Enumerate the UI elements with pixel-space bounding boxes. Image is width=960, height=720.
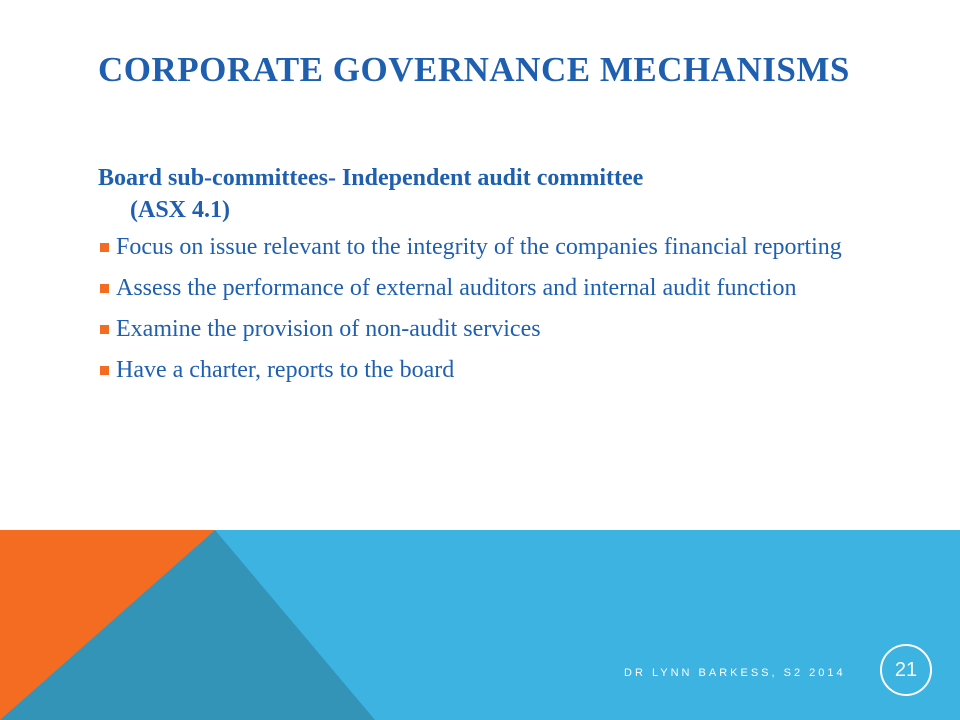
footer-author: DR LYNN BARKESS, S2 2014 — [624, 667, 846, 679]
bullet-item — [98, 355, 858, 386]
bullet-item — [98, 273, 858, 304]
bullet-text: Examine the provision of non-audit services — [116, 316, 541, 342]
bullet-square-icon — [100, 284, 109, 293]
bullet-item — [98, 232, 858, 263]
page-number-badge — [880, 644, 932, 696]
bullet-text: Focus on issue relevant to the integrity of the companies financial reporting — [116, 234, 842, 260]
bullet-item — [98, 314, 858, 345]
section-heading-line1: Board sub-committees- Independent audit committee — [98, 165, 644, 191]
page-number: 21 — [894, 658, 918, 681]
section-heading — [98, 162, 858, 226]
bullet-list — [98, 232, 858, 386]
bullet-text: Have a charter, reports to the board — [116, 357, 455, 383]
bullet-square-icon — [100, 366, 109, 375]
bullet-square-icon — [100, 325, 109, 334]
slide-title: CORPORATE GOVERNANCE MECHANISMS — [98, 50, 850, 89]
section-heading-line2: (ASX 4.1) — [130, 197, 230, 223]
bullet-square-icon — [100, 243, 109, 252]
bullet-text: Assess the performance of external auditors and internal audit function — [116, 275, 797, 301]
slide-body — [98, 162, 858, 396]
